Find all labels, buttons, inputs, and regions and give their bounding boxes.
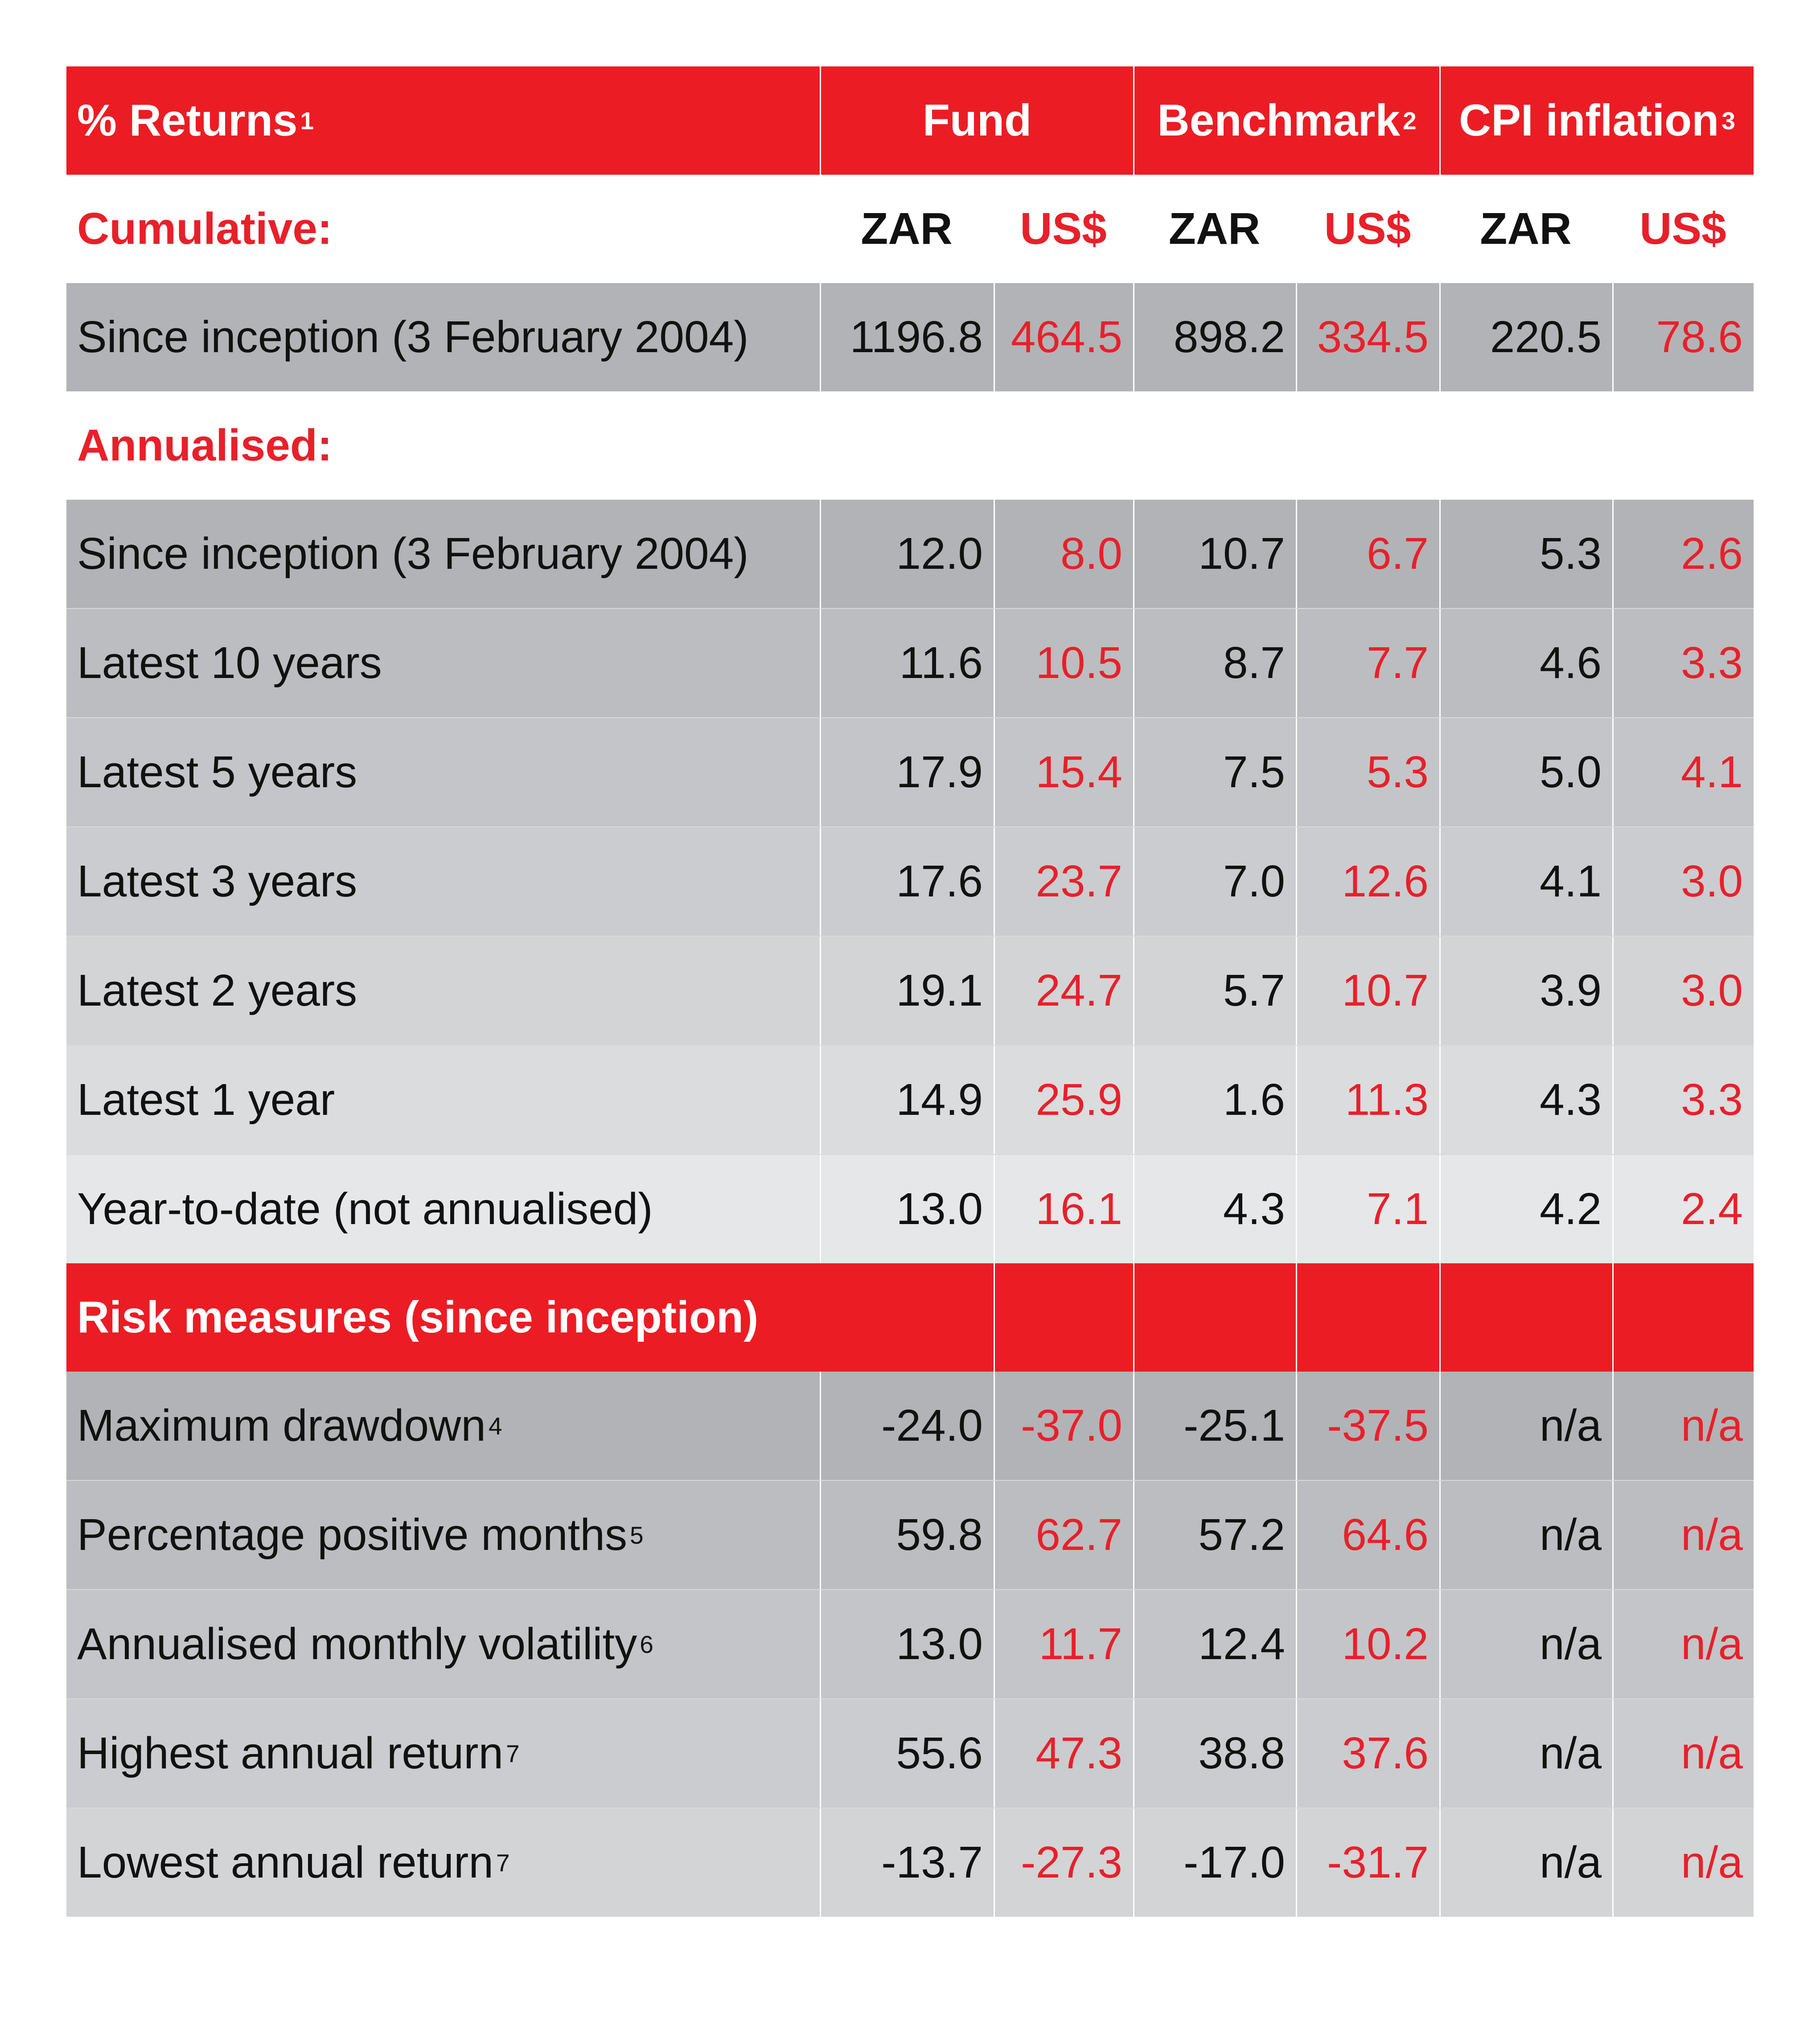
value-cell: 64.6: [1296, 1481, 1439, 1589]
table-row: [66, 1372, 1754, 1480]
table-row: [66, 826, 1754, 936]
row-label: Since inception (3 February 2004): [77, 312, 749, 362]
value-cell: -13.7: [820, 1808, 994, 1917]
currency-label: ZAR: [1168, 204, 1261, 254]
value-cell: n/a: [1612, 1481, 1754, 1589]
table-row: [66, 283, 1754, 391]
value-cell: n/a: [1612, 1372, 1754, 1480]
value-cell: 10.7: [1133, 500, 1296, 608]
value-cell: 5.0: [1439, 718, 1612, 826]
value-cell: 4.6: [1439, 609, 1612, 717]
value-cell: 59.8: [820, 1481, 994, 1589]
value-cell: 11.3: [1296, 1046, 1439, 1154]
currency-label: US$: [1324, 204, 1411, 254]
value-cell: n/a: [1439, 1590, 1612, 1698]
row-label: Lowest annual return: [77, 1837, 493, 1887]
currency-label: US$: [1639, 204, 1726, 254]
returns-header-label: % Returns: [77, 95, 298, 145]
cumulative-subheader-row: [66, 175, 1754, 283]
value-cell: 2.6: [1612, 500, 1754, 608]
value-cell: 47.3: [994, 1699, 1133, 1808]
value-cell: 220.5: [1439, 283, 1612, 391]
cpi-header-label: CPI inflation: [1459, 95, 1719, 145]
value-cell: -37.0: [994, 1372, 1133, 1480]
value-cell: 11.6: [820, 609, 994, 717]
value-cell: 12.4: [1133, 1590, 1296, 1698]
annualised-section-label: Annualised:: [77, 420, 333, 470]
value-cell: 464.5: [994, 283, 1133, 391]
value-cell: 62.7: [994, 1481, 1133, 1589]
empty-header-cell: [1439, 1263, 1612, 1372]
value-cell: 334.5: [1296, 283, 1439, 391]
row-label: Annualised monthly volatility: [77, 1619, 637, 1669]
table-row: [66, 1698, 1754, 1808]
value-cell: 10.5: [994, 609, 1133, 717]
value-cell: n/a: [1439, 1808, 1612, 1917]
value-cell: 3.0: [1612, 827, 1754, 936]
value-cell: 13.0: [820, 1590, 994, 1698]
value-cell: 2.4: [1612, 1155, 1754, 1263]
value-cell: 57.2: [1133, 1481, 1296, 1589]
currency-label: ZAR: [1480, 204, 1572, 254]
value-cell: 4.1: [1612, 718, 1754, 826]
row-label: Latest 10 years: [77, 638, 382, 688]
value-cell: -37.5: [1296, 1372, 1439, 1480]
value-cell: 23.7: [994, 827, 1133, 936]
cumulative-section-label: Cumulative:: [77, 204, 333, 254]
value-cell: 8.0: [994, 500, 1133, 608]
row-label-cell: Maximum drawdown 4: [77, 1401, 502, 1451]
row-label: Since inception (3 February 2004): [77, 529, 749, 579]
empty-header-cell: [994, 1263, 1133, 1372]
value-cell: 14.9: [820, 1046, 994, 1154]
value-cell: 10.2: [1296, 1590, 1439, 1698]
row-label: Maximum drawdown: [77, 1401, 486, 1451]
value-cell: n/a: [1612, 1808, 1754, 1917]
value-cell: 1196.8: [820, 283, 994, 391]
value-cell: 4.3: [1133, 1155, 1296, 1263]
value-cell: 3.3: [1612, 609, 1754, 717]
value-cell: -27.3: [994, 1808, 1133, 1917]
empty-header-cell: [1133, 1263, 1296, 1372]
returns-header-cell: % Returns 1: [77, 95, 314, 145]
value-cell: 17.9: [820, 718, 994, 826]
value-cell: 3.9: [1439, 937, 1612, 1045]
benchmark-header-label: Benchmark: [1157, 95, 1401, 145]
value-cell: 13.0: [820, 1155, 994, 1263]
cpi-header: CPI inflation 3: [1439, 66, 1754, 175]
value-cell: n/a: [1439, 1372, 1612, 1480]
value-cell: 7.7: [1296, 609, 1439, 717]
value-cell: n/a: [1439, 1699, 1612, 1808]
value-cell: 37.6: [1296, 1699, 1439, 1808]
value-cell: 7.1: [1296, 1155, 1439, 1263]
value-cell: 5.7: [1133, 937, 1296, 1045]
value-cell: 12.0: [820, 500, 994, 608]
empty-header-cell: [1612, 1263, 1754, 1372]
value-cell: 5.3: [1439, 500, 1612, 608]
currency-label: US$: [1020, 204, 1107, 254]
value-cell: 38.8: [1133, 1699, 1296, 1808]
value-cell: 16.1: [994, 1155, 1133, 1263]
benchmark-header: Benchmark 2: [1133, 66, 1439, 175]
value-cell: 15.4: [994, 718, 1133, 826]
value-cell: 12.6: [1296, 827, 1439, 936]
value-cell: 7.0: [1133, 827, 1296, 936]
value-cell: -25.1: [1133, 1372, 1296, 1480]
row-label: Latest 3 years: [77, 856, 357, 906]
value-cell: 17.6: [820, 827, 994, 936]
table-row: [66, 1589, 1754, 1698]
table-row: [66, 1154, 1754, 1263]
value-cell: 4.2: [1439, 1155, 1612, 1263]
row-label-cell: Annualised monthly volatility 6: [77, 1619, 653, 1669]
fund-header: [820, 66, 1133, 175]
annualised-section-row: [66, 391, 1754, 500]
row-label: Latest 2 years: [77, 966, 357, 1015]
empty-header-cell: [820, 1263, 994, 1372]
value-cell: 3.3: [1612, 1046, 1754, 1154]
row-label: Latest 1 year: [77, 1075, 335, 1125]
table-row: [66, 1045, 1754, 1154]
fund-header-label: Fund: [922, 95, 1032, 145]
value-cell: n/a: [1612, 1699, 1754, 1808]
row-label-cell: Lowest annual return 7: [77, 1837, 510, 1887]
empty-header-cell: [1296, 1263, 1439, 1372]
value-cell: 55.6: [820, 1699, 994, 1808]
table-row: [66, 717, 1754, 826]
value-cell: 25.9: [994, 1046, 1133, 1154]
row-label: Highest annual return: [77, 1728, 504, 1778]
risk-section-label: Risk measures (since inception): [77, 1292, 759, 1342]
table-row: [66, 1808, 1754, 1917]
value-cell: 10.7: [1296, 937, 1439, 1045]
value-cell: 4.3: [1439, 1046, 1612, 1154]
value-cell: 1.6: [1133, 1046, 1296, 1154]
value-cell: 7.5: [1133, 718, 1296, 826]
value-cell: 19.1: [820, 937, 994, 1045]
row-label: Percentage positive months: [77, 1510, 628, 1560]
table-header-row: [66, 66, 1754, 175]
returns-table: [66, 66, 1754, 1917]
row-label: Year-to-date (not annualised): [77, 1184, 653, 1234]
value-cell: 5.3: [1296, 718, 1439, 826]
value-cell: n/a: [1439, 1481, 1612, 1589]
table-row: [66, 936, 1754, 1045]
table-row: [66, 1480, 1754, 1589]
value-cell: 24.7: [994, 937, 1133, 1045]
row-label: Latest 5 years: [77, 747, 357, 797]
value-cell: -17.0: [1133, 1808, 1296, 1917]
risk-section-header-row: [66, 1263, 1754, 1372]
currency-label: ZAR: [861, 204, 953, 254]
row-label-cell: Percentage positive months 5: [77, 1510, 644, 1560]
value-cell: -31.7: [1296, 1808, 1439, 1917]
value-cell: 898.2: [1133, 283, 1296, 391]
value-cell: -24.0: [820, 1372, 994, 1480]
value-cell: 11.7: [994, 1590, 1133, 1698]
value-cell: 4.1: [1439, 827, 1612, 936]
row-label-cell: Highest annual return 7: [77, 1728, 520, 1778]
value-cell: 78.6: [1612, 283, 1754, 391]
table-row: [66, 608, 1754, 717]
table-row: [66, 500, 1754, 608]
value-cell: 6.7: [1296, 500, 1439, 608]
value-cell: 8.7: [1133, 609, 1296, 717]
value-cell: n/a: [1612, 1590, 1754, 1698]
value-cell: 3.0: [1612, 937, 1754, 1045]
